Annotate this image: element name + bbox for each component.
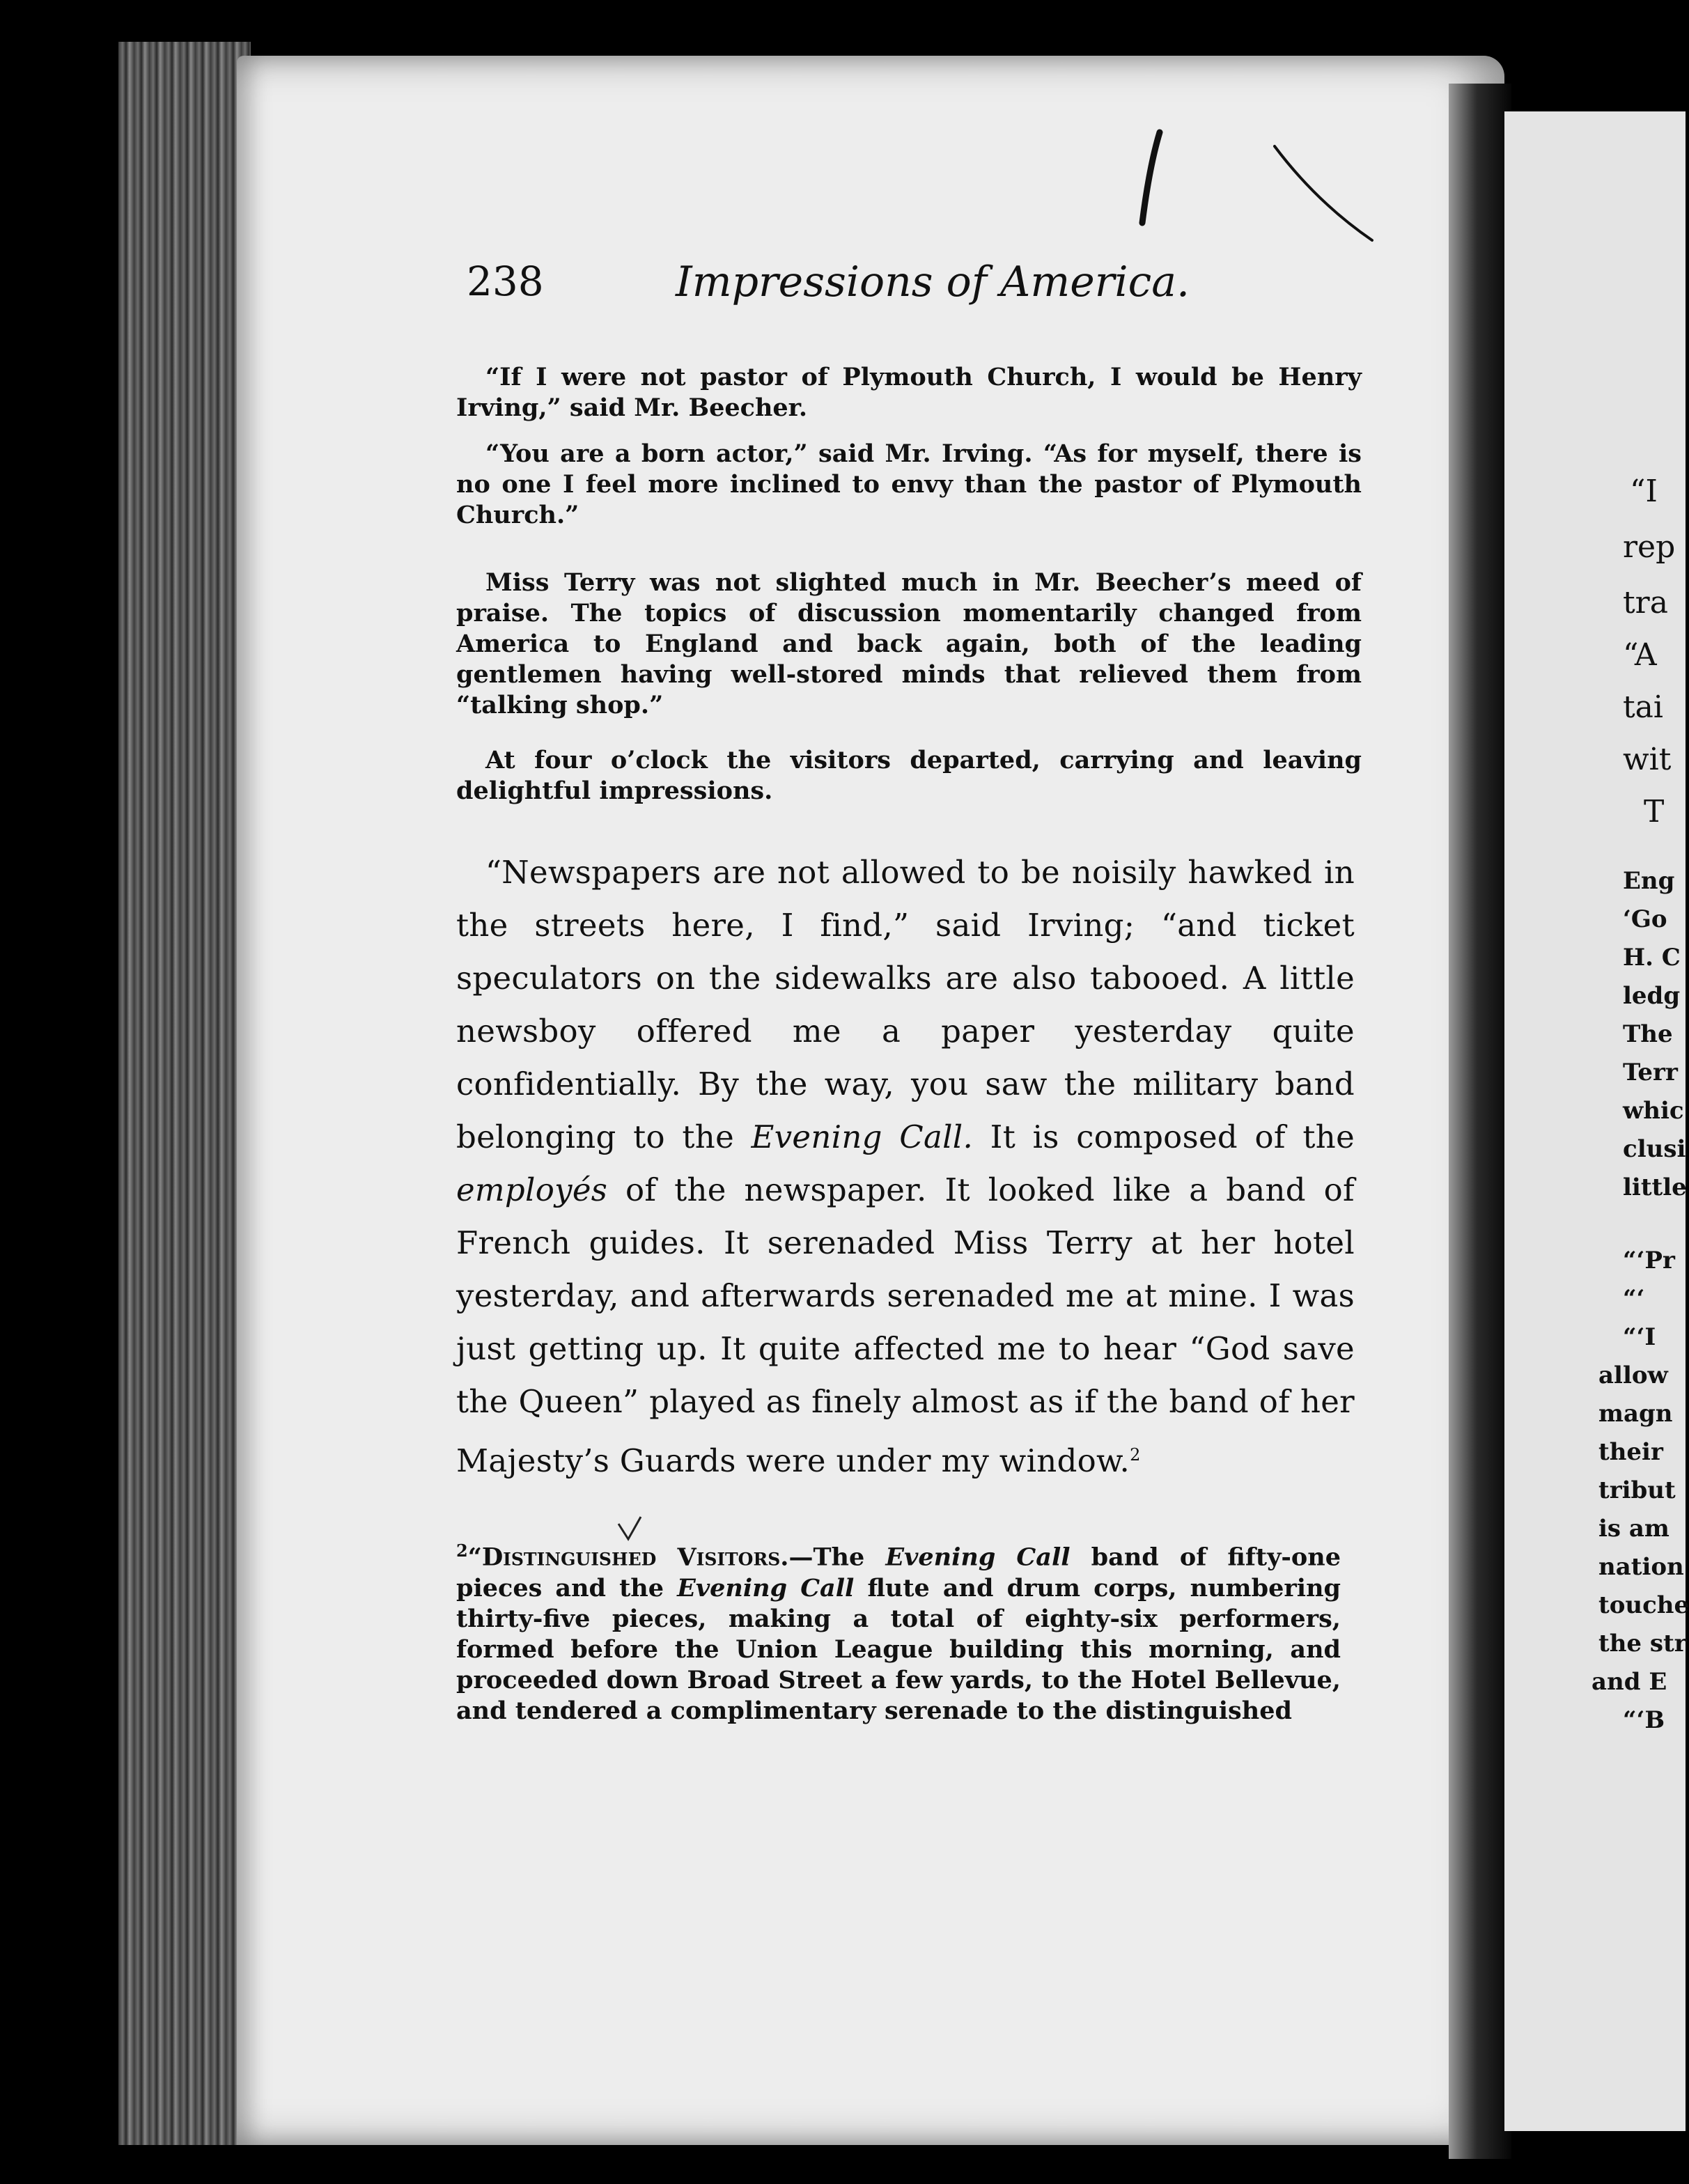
next-page-line: “I: [1630, 474, 1658, 509]
main-quote: [456, 846, 1355, 1488]
next-page-line: “‘B: [1623, 1706, 1665, 1734]
next-page-line: rep: [1623, 529, 1676, 565]
next-page-line: is am: [1598, 1515, 1669, 1543]
next-page-line: tribut: [1598, 1476, 1676, 1504]
next-page-line: the str: [1598, 1630, 1687, 1658]
check-mark-icon: [613, 1511, 648, 1546]
next-page-line: “‘: [1623, 1285, 1645, 1313]
next-page-line: and E: [1591, 1668, 1667, 1696]
next-page-line: little: [1623, 1173, 1687, 1201]
next-page-line: ledg: [1623, 982, 1681, 1010]
next-page-line: “A: [1623, 637, 1657, 673]
next-page-line: magn: [1598, 1400, 1673, 1428]
next-page-line: Eng: [1623, 867, 1675, 895]
newspaper-name: Evening Call: [885, 1543, 1071, 1572]
paragraph: Miss Terry was not slighted much in Mr. Beecher’s meed of praise. The topics of discussion momentarily changed from America to England and back again, both of the leading gentlemen having well-stored minds that relieved them from “talking shop.”: [456, 568, 1362, 719]
footnote-text: band of fifty-one pieces and the: [456, 1543, 1341, 1602]
footnote-text: —The: [788, 1543, 886, 1572]
page-header: [467, 258, 1372, 320]
next-page-line: ‘Go: [1623, 905, 1667, 933]
footnote-number: 2: [456, 1540, 468, 1561]
next-page-line: H. C: [1623, 944, 1681, 972]
newspaper-name: Evening Call.: [751, 1118, 974, 1155]
footnote-lead: “Distinguished Visitors.: [467, 1543, 789, 1572]
next-page-line: “‘Pr: [1623, 1247, 1675, 1274]
footnote-text: flute and drum corps, numbering thirty-five pieces, making a total of eighty-six performers, formed before the Union League building this morning, and proceeded down Broad Street a few yards, to the Hotel Bellevue, and tendered a complimentary serenade to the distinguished: [456, 1573, 1341, 1725]
next-page-line: nation: [1598, 1553, 1684, 1581]
paragraph: At four o’clock the visitors departed, carrying and leaving delightful impressions.: [456, 746, 1362, 805]
next-page-line: “‘I: [1623, 1323, 1656, 1351]
running-title: Impressions of America.: [676, 258, 1190, 306]
paragraph: “You are a born actor,” said Mr. Irving. “As for myself, there is no one I feel more inclined to envy than the pastor of Plymouth Church.”: [456, 439, 1362, 529]
next-page-line: tai: [1623, 689, 1663, 725]
next-page-line: clusi: [1623, 1135, 1686, 1163]
quote-text: of the newspaper. It looked like a band of French guides. It serenaded Miss Terry at her hotel yesterday, and afterwards serenaded me at mine. I was just getting up. It quite affected me to hear “God save the Queen” played as finely almost as if the band of her Majesty’s Guards were under my window.: [456, 1171, 1355, 1479]
quote-text: It is composed of the: [973, 1118, 1355, 1155]
next-page-line: whic: [1623, 1097, 1684, 1125]
newspaper-name: Evening Call: [677, 1573, 855, 1602]
footnote: [456, 1536, 1341, 1726]
footnote-reference: 2: [1130, 1445, 1141, 1465]
next-page-line: their: [1598, 1438, 1663, 1466]
next-page-line: Terr: [1623, 1059, 1678, 1086]
next-page-line: wit: [1623, 742, 1672, 777]
paragraph: “If I were not pastor of Plymouth Church, I would be Henry Irving,” said Mr. Beecher.: [456, 363, 1362, 422]
next-page-line: T: [1644, 794, 1665, 829]
next-page-line: touche: [1598, 1591, 1689, 1619]
next-page-line: allow: [1598, 1362, 1668, 1389]
next-page-line: tra: [1623, 585, 1668, 621]
quote-text: “Newspapers are not allowed to be noisily hawked in the streets here, I find,” said Irving; “and ticket speculators on the sidewalks are also tabooed. A little newsboy offered me a paper yesterday quite confidentially. By the way, you saw the military band belonging to the: [456, 854, 1355, 1155]
next-page-line: The: [1623, 1020, 1673, 1048]
page-number: 238: [467, 258, 544, 305]
italic-word: employés: [456, 1171, 608, 1208]
